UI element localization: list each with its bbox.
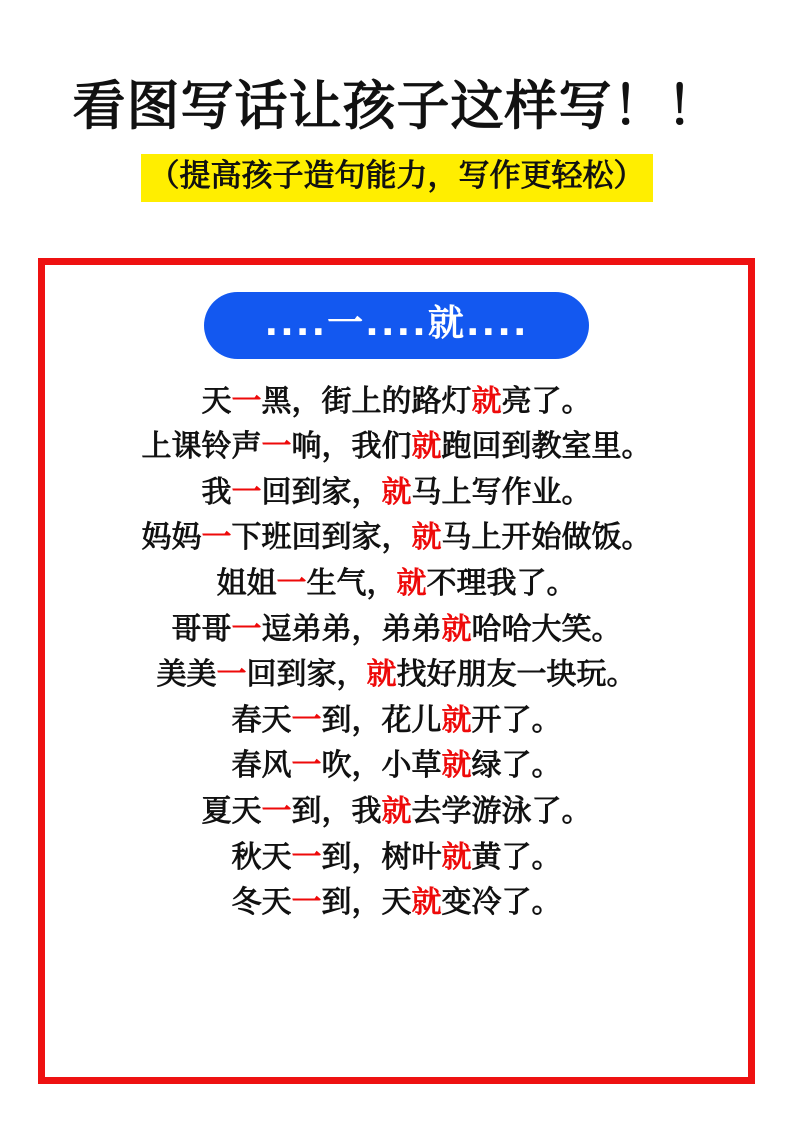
sentence-text: 生气，: [306, 565, 397, 601]
highlighted-keyword: 就: [441, 702, 472, 738]
sentence-text: 冬天: [231, 885, 292, 921]
sentence-text: 我: [201, 474, 232, 510]
sentence-text: 上课铃声: [141, 429, 262, 465]
sentence-line: [57, 789, 736, 835]
sentence-line: [57, 835, 736, 881]
highlighted-keyword: 就: [411, 885, 442, 921]
sentence-text: 下班回到家，: [231, 520, 412, 556]
highlighted-keyword: 就: [441, 839, 472, 875]
sentence-text: 绿了。: [471, 748, 562, 784]
highlighted-keyword: 就: [381, 474, 412, 510]
page-title: 看图写话让孩子这样写！！: [72, 76, 721, 137]
sentence-text: 回到家，: [246, 657, 367, 693]
sentence-text: 到，我: [291, 793, 382, 829]
sentence-text: 秋天: [231, 839, 292, 875]
highlighted-keyword: 就: [411, 520, 442, 556]
header-block: [0, 0, 793, 202]
sentence-line: [57, 698, 736, 744]
highlighted-keyword: 就: [366, 657, 397, 693]
sentence-text: 夏天: [201, 793, 262, 829]
sentence-text: 到，天: [321, 885, 412, 921]
sentence-list: [45, 379, 748, 926]
subtitle-wrapper: [0, 154, 793, 202]
sentence-text: 回到家，: [261, 474, 382, 510]
highlighted-keyword: 一: [291, 748, 322, 784]
highlighted-keyword: 一: [291, 702, 322, 738]
sentence-text: 逗弟弟，弟弟: [261, 611, 442, 647]
sentence-line: [57, 607, 736, 653]
sentence-text: 春风: [231, 748, 292, 784]
highlighted-keyword: 就: [381, 793, 412, 829]
sentence-line: [57, 880, 736, 926]
pattern-badge: ....一....就....: [204, 292, 588, 359]
highlighted-keyword: 一: [291, 839, 322, 875]
sentence-text: 美美: [156, 657, 217, 693]
sentence-text: 亮了。: [501, 383, 592, 419]
highlighted-keyword: 一: [261, 793, 292, 829]
sentence-text: 妈妈: [141, 520, 202, 556]
highlighted-keyword: 一: [261, 429, 292, 465]
sentence-line: [57, 424, 736, 470]
page-subtitle: （提高孩子造句能力，写作更轻松）: [141, 154, 653, 202]
highlighted-keyword: 一: [201, 520, 232, 556]
sentence-text: 姐姐: [216, 565, 277, 601]
highlighted-keyword: 就: [396, 565, 427, 601]
highlighted-keyword: 一: [231, 611, 262, 647]
sentence-line: [57, 379, 736, 425]
sentence-line: [57, 470, 736, 516]
sentence-line: [57, 561, 736, 607]
sentence-text: 响，我们: [291, 429, 412, 465]
pattern-badge-wrapper: [45, 292, 748, 359]
sentence-text: 春天: [231, 702, 292, 738]
sentence-text: 黑，街上的路灯: [261, 383, 472, 419]
sentence-line: [57, 515, 736, 561]
sentence-text: 天: [201, 383, 232, 419]
highlighted-keyword: 一: [276, 565, 307, 601]
sentence-text: 吹，小草: [321, 748, 442, 784]
sentence-line: [57, 652, 736, 698]
sentence-text: 哈哈大笑。: [471, 611, 622, 647]
sentence-text: 黄了。: [471, 839, 562, 875]
sentence-text: 马上开始做饭。: [441, 520, 652, 556]
sentence-text: 跑回到教室里。: [441, 429, 652, 465]
sentence-text: 不理我了。: [426, 565, 577, 601]
sentence-line: [57, 743, 736, 789]
sentence-text: 找好朋友一块玩。: [396, 657, 637, 693]
sentence-text: 去学游泳了。: [411, 793, 592, 829]
content-card: [38, 258, 755, 1084]
highlighted-keyword: 就: [471, 383, 502, 419]
sentence-text: 变冷了。: [441, 885, 562, 921]
highlighted-keyword: 一: [231, 474, 262, 510]
sentence-text: 开了。: [471, 702, 562, 738]
highlighted-keyword: 一: [216, 657, 247, 693]
highlighted-keyword: 就: [441, 611, 472, 647]
highlighted-keyword: 一: [231, 383, 262, 419]
highlighted-keyword: 就: [411, 429, 442, 465]
sentence-text: 到，花儿: [321, 702, 442, 738]
highlighted-keyword: 一: [291, 885, 322, 921]
sentence-text: 到，树叶: [321, 839, 442, 875]
sentence-text: 马上写作业。: [411, 474, 592, 510]
sentence-text: 哥哥: [171, 611, 232, 647]
highlighted-keyword: 就: [441, 748, 472, 784]
